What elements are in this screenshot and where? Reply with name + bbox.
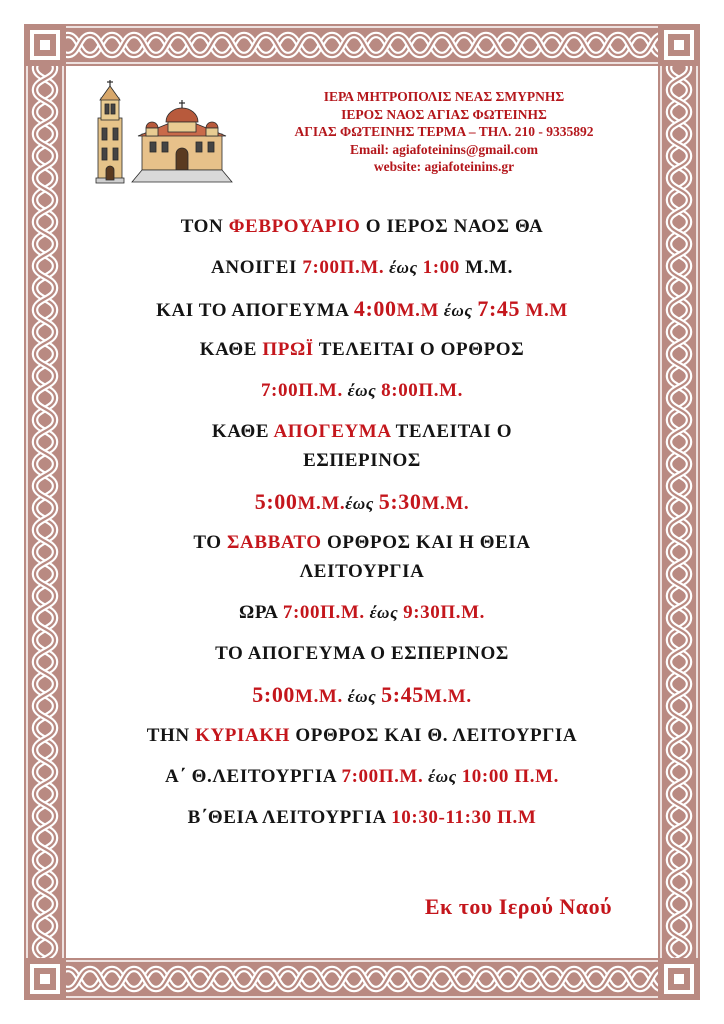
- until-word: έως: [345, 494, 379, 513]
- schedule-line: [70, 212, 654, 241]
- schedule-line: [70, 487, 654, 516]
- text: ΤΕΛΕΙΤΑΙ Ο ΟΡΘΡΟΣ: [313, 339, 525, 360]
- text: ΤΟΝ: [180, 216, 229, 237]
- signature: Εκ του Ιερού Ναού: [424, 894, 612, 919]
- time-unit: Π.Μ: [491, 807, 537, 828]
- time-end: 1:00: [422, 257, 460, 278]
- time-end: 5:30: [378, 489, 422, 514]
- time-start: 4:00: [353, 296, 397, 321]
- text: ΚΑΘΕ: [199, 339, 263, 360]
- time-end: 7:45: [477, 296, 521, 321]
- time-unit: Μ.Μ.: [459, 257, 513, 278]
- border-left: [24, 24, 66, 1000]
- text: ΤΗΝ: [146, 725, 196, 746]
- time-start: 5:00: [252, 682, 296, 707]
- text: ΟΡΘΡΟΣ ΚΑΙ Η ΘΕΙΑ ΛΕΙΤΟΥΡΓΙΑ: [299, 532, 531, 582]
- website-line: website: agiafoteinins.gr: [373, 159, 515, 174]
- time-unit: Μ.Μ.: [421, 493, 470, 514]
- text: ΟΡΘΡΟΣ ΚΑΙ Θ. ΛΕΙΤΟΥΡΓΙΑ: [290, 725, 578, 746]
- month-highlight: ΦΕΒΡΟΥΑΡΙΟ: [228, 216, 361, 237]
- time-end: 9:30: [403, 602, 441, 623]
- text: ΚΑΙ ΤΟ ΑΠΟΓΕΥΜΑ: [156, 300, 354, 321]
- church-name: ΙΕΡΟΣ ΝΑΟΣ ΑΓΙΑΣ ΦΩΤΕΙΝΗΣ: [341, 106, 547, 122]
- time-unit: Μ.Μ.: [295, 686, 343, 707]
- text: ΩΡΑ: [239, 602, 283, 623]
- schedule-line: [70, 680, 654, 709]
- until-word: έως: [384, 258, 423, 277]
- time-unit: Π.Μ.: [339, 257, 385, 278]
- text: ΤΟ ΑΠΟΓΕΥΜΑ Ο ΕΣΠΕΡΙΝΟΣ: [215, 643, 509, 664]
- time-unit: Π.Μ.: [320, 602, 365, 623]
- text: ΤΕΛΕΙΤΑΙ Ο ΕΣΠΕΡΙΝΟΣ: [303, 421, 513, 471]
- time-unit: Π.Μ.: [298, 380, 343, 401]
- email-line: Email: agiafoteinins@gmail.com: [349, 141, 539, 157]
- until-word: έως: [439, 301, 478, 320]
- border-top: [24, 24, 700, 66]
- time-end: 5:45: [381, 682, 424, 707]
- text: Ο ΙΕΡΟΣ ΝΑΟΣ ΘΑ: [360, 216, 544, 237]
- time-unit: Π.Μ.: [418, 380, 464, 401]
- time-unit: Μ.Μ.: [423, 686, 472, 707]
- time-end: 10:00: [461, 766, 510, 787]
- text: ΑΝΟΙΓΕΙ: [211, 257, 303, 278]
- schedule-line: [70, 639, 654, 668]
- until-word: έως: [423, 767, 462, 786]
- time-unit: Π.Μ.: [378, 766, 424, 787]
- morning-highlight: ΠΡΩΪ: [262, 339, 314, 360]
- schedule-line: [70, 253, 654, 282]
- corner-ornament: [24, 24, 66, 66]
- sunday-highlight: ΚΥΡΙΑΚΗ: [195, 725, 291, 746]
- text: Α΄ Θ.ΛΕΙΤΟΥΡΓΙΑ: [165, 766, 342, 787]
- schedule-line: [70, 335, 654, 364]
- time-unit: Π.Μ.: [440, 602, 485, 623]
- schedule-line: [70, 294, 654, 323]
- schedule-line: [70, 762, 654, 791]
- time-unit: Μ.Μ.: [297, 493, 346, 514]
- border-bottom: [24, 958, 700, 1000]
- until-word: έως: [342, 687, 382, 706]
- until-word: έως: [342, 381, 382, 400]
- time-unit: Μ.Μ: [396, 300, 440, 321]
- schedule: [70, 212, 654, 844]
- corner-ornament: [24, 958, 66, 1000]
- address-phone: ΑΓΙΑΣ ΦΩΤΕΙΝΗΣ ΤΕΡΜΑ – ΤΗΛ. 210 - 9335892: [294, 124, 594, 139]
- header: [84, 78, 654, 188]
- schedule-line: [70, 803, 654, 832]
- schedule-line: [70, 721, 654, 750]
- time-start: 7:00: [260, 380, 299, 401]
- time-unit: Π.Μ.: [509, 766, 559, 787]
- time-start: 7:00: [302, 257, 340, 278]
- church-bell-tower-icon: [86, 78, 236, 188]
- text: ΚΑΘΕ: [211, 421, 274, 442]
- time-end: 8:00: [381, 380, 419, 401]
- schedule-line: [70, 417, 654, 475]
- time-range: 10:30-11:30: [391, 807, 492, 828]
- border-right: [658, 24, 700, 1000]
- schedule-line: [70, 376, 654, 405]
- contact-info: [224, 88, 664, 176]
- schedule-line: [70, 598, 654, 627]
- evening-highlight: ΑΠΟΓΕΥΜΑ: [273, 421, 391, 442]
- corner-ornament: [658, 958, 700, 1000]
- saturday-highlight: ΣΑΒΒΑΤΟ: [226, 532, 322, 553]
- text: Β΄ΘΕΙΑ ΛΕΙΤΟΥΡΓΙΑ: [187, 807, 392, 828]
- time-start: 7:00: [282, 602, 321, 623]
- time-start: 7:00: [341, 766, 379, 787]
- time-unit: Μ.Μ: [520, 300, 568, 321]
- time-start: 5:00: [254, 489, 298, 514]
- corner-ornament: [658, 24, 700, 66]
- until-word: έως: [364, 603, 404, 622]
- text: ΤΟ: [193, 532, 227, 553]
- schedule-line: [70, 528, 654, 586]
- metropolis-name: ΙΕΡΑ ΜΗΤΡΟΠΟΛΙΣ ΝΕΑΣ ΣΜΥΡΝΗΣ: [323, 89, 565, 104]
